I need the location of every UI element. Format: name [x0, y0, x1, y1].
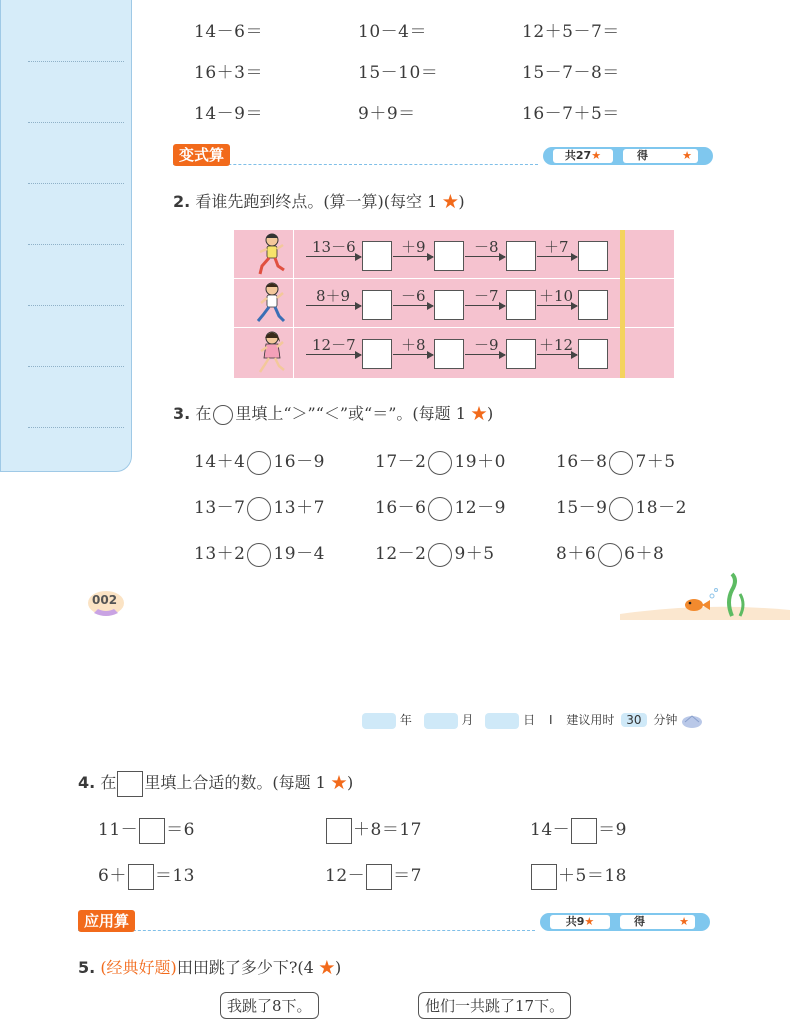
- question-text: 田田跳了多少下?(4: [176, 958, 314, 977]
- star-icon: ★: [682, 149, 692, 162]
- equation[interactable]: 12＋5－7＝: [522, 22, 620, 42]
- race-row: [234, 230, 674, 279]
- compare-circle[interactable]: [428, 451, 452, 475]
- operation-label: ＋9: [401, 238, 426, 256]
- answer-box[interactable]: [139, 818, 165, 844]
- expression-part: ＝9: [598, 820, 627, 840]
- day-label: 日: [523, 713, 536, 727]
- right-expression: 16－9: [273, 452, 325, 472]
- month-label: 月: [461, 713, 474, 727]
- arrow-icon: [393, 305, 433, 306]
- equation[interactable]: 14－6＝: [194, 22, 263, 42]
- minutes-unit: 分钟: [653, 713, 678, 727]
- left-expression: 16－6: [375, 498, 427, 518]
- answer-box[interactable]: [506, 290, 536, 320]
- note-line: [28, 305, 124, 306]
- question-number: 2.: [173, 192, 191, 211]
- race-row: [234, 279, 674, 328]
- comparison-item: [375, 539, 495, 567]
- arrow-icon: [537, 305, 577, 306]
- fill-in-item: [530, 815, 627, 844]
- right-expression: 13＋7: [273, 498, 325, 518]
- shell-icon: [681, 714, 703, 728]
- arrow-icon: [465, 256, 505, 257]
- compare-circle[interactable]: [428, 543, 452, 567]
- right-expression: 6＋8: [624, 544, 665, 564]
- star-icon: ★: [591, 149, 602, 162]
- suggested-time-label: 建议用时: [566, 713, 615, 727]
- operation-label: －8: [474, 238, 499, 256]
- comparison-item: [194, 539, 325, 567]
- runner-girl-icon: [234, 328, 294, 378]
- star-icon: ★: [330, 773, 347, 792]
- expression-part: ＝6: [166, 820, 195, 840]
- answer-box[interactable]: [506, 339, 536, 369]
- year-input[interactable]: [362, 713, 396, 729]
- operation-label: ＋7: [544, 238, 569, 256]
- operation-label: ＋8: [401, 336, 426, 354]
- finish-line: [620, 230, 625, 378]
- start-expression: 8＋9: [316, 287, 351, 305]
- question-text: 里填上合适的数。(每题 1: [144, 773, 326, 792]
- section-header-application: [78, 910, 710, 932]
- answer-box[interactable]: [362, 290, 392, 320]
- earned-score-label: 得: [637, 149, 648, 162]
- question-number: 5.: [78, 958, 96, 977]
- runner-boy-icon: [234, 230, 294, 278]
- arrow-icon: [306, 354, 361, 355]
- month-input[interactable]: [424, 713, 458, 729]
- expression-part: ＋8＝17: [353, 820, 422, 840]
- equation[interactable]: 15－10＝: [358, 63, 439, 83]
- note-line: [28, 244, 124, 245]
- notes-sidebar: [0, 0, 132, 472]
- answer-box[interactable]: [434, 241, 464, 271]
- arrow-icon: [393, 354, 433, 355]
- left-expression: 15－9: [556, 498, 608, 518]
- sea-decoration: [620, 572, 790, 620]
- total-score: [550, 915, 610, 929]
- earned-score[interactable]: [620, 915, 695, 929]
- total-score-label: 共27: [564, 149, 592, 162]
- right-expression: 19－4: [273, 544, 325, 564]
- question-number: 4.: [78, 773, 96, 792]
- arrow-icon: [393, 256, 433, 257]
- answer-box[interactable]: [506, 241, 536, 271]
- equation[interactable]: 16＋3＝: [194, 63, 263, 83]
- score-pill: [543, 147, 713, 165]
- answer-box[interactable]: [434, 290, 464, 320]
- date-bar: [362, 711, 703, 729]
- answer-box[interactable]: [571, 818, 597, 844]
- answer-box[interactable]: [434, 339, 464, 369]
- note-line: [28, 183, 124, 184]
- expression-part: 12－: [325, 866, 366, 886]
- answer-box[interactable]: [362, 339, 392, 369]
- left-expression: 12－2: [375, 544, 427, 564]
- circle-icon: [213, 405, 233, 425]
- start-expression: 13－6: [312, 238, 356, 256]
- answer-box[interactable]: [578, 241, 608, 271]
- question-text: 在: [195, 404, 212, 423]
- page-number-badge: [86, 589, 126, 619]
- arrow-icon: [306, 305, 361, 306]
- equation[interactable]: 10－4＝: [358, 22, 427, 42]
- start-expression: 12－7: [312, 336, 356, 354]
- race-row: [234, 328, 674, 378]
- arrow-icon: [465, 305, 505, 306]
- question-text: 里填上“＞”“＜”或“＝”。(每题 1: [235, 404, 466, 423]
- question-3-title: [173, 401, 493, 425]
- left-expression: 13＋2: [194, 544, 246, 564]
- compare-circle[interactable]: [247, 497, 271, 521]
- expression-part: 6＋: [98, 866, 127, 886]
- operation-label: ＋10: [539, 287, 574, 305]
- answer-box[interactable]: [362, 241, 392, 271]
- question-close: ): [458, 192, 465, 211]
- separator: I: [549, 713, 553, 727]
- right-expression: 12－9: [454, 498, 506, 518]
- classic-tag: (经典好题): [100, 958, 177, 977]
- note-line: [28, 61, 124, 62]
- page-number: 002: [92, 593, 118, 607]
- runner-boy-icon: [234, 279, 294, 327]
- answer-box[interactable]: [326, 818, 352, 844]
- comparison-item: [375, 447, 506, 475]
- earned-score-label: 得: [634, 915, 645, 928]
- comparison-item: [375, 493, 506, 521]
- race-board: [234, 230, 674, 378]
- comparison-item: [194, 493, 325, 521]
- expression-part: 14－: [530, 820, 571, 840]
- star-icon: ★: [442, 192, 459, 211]
- section-tag: 变式算: [173, 144, 230, 166]
- section-divider: [78, 930, 535, 931]
- note-line: [28, 366, 124, 367]
- question-close: ): [334, 958, 342, 977]
- section-header-variation: [173, 144, 713, 166]
- fill-in-item: [325, 861, 422, 890]
- equation[interactable]: 9＋9＝: [358, 104, 416, 124]
- compare-circle[interactable]: [247, 451, 271, 475]
- year-label: 年: [399, 713, 412, 727]
- square-icon: [117, 771, 143, 797]
- left-expression: 14＋4: [194, 452, 246, 472]
- compare-circle[interactable]: [428, 497, 452, 521]
- compare-circle[interactable]: [598, 543, 622, 567]
- suggested-minutes: 30: [621, 713, 646, 727]
- question-2-title: [173, 189, 465, 212]
- equation[interactable]: 14－9＝: [194, 104, 263, 124]
- expression-part: ＝13: [154, 866, 195, 886]
- right-expression: 19＋0: [454, 452, 506, 472]
- operation-label: －7: [474, 287, 499, 305]
- arrow-icon: [537, 256, 577, 257]
- star-icon: ★: [584, 915, 595, 928]
- star-icon: ★: [679, 915, 689, 928]
- day-input[interactable]: [485, 713, 519, 729]
- question-4-title: [78, 770, 353, 797]
- section-tag: 应用算: [78, 910, 135, 932]
- question-text: 在: [100, 773, 117, 792]
- right-expression: 7＋5: [635, 452, 676, 472]
- question-text: 看谁先跑到终点。(算一算)(每空 1: [195, 192, 438, 211]
- question-close: ): [346, 773, 354, 792]
- answer-box[interactable]: [128, 864, 154, 890]
- left-expression: 8＋6: [556, 544, 597, 564]
- compare-circle[interactable]: [609, 451, 633, 475]
- question-number: 3.: [173, 404, 191, 423]
- right-expression: 18－2: [635, 498, 687, 518]
- left-expression: 17－2: [375, 452, 427, 472]
- comparison-item: [194, 447, 325, 475]
- left-expression: 16－8: [556, 452, 608, 472]
- question-5-title: [78, 955, 341, 978]
- answer-box[interactable]: [578, 339, 608, 369]
- speech-bubble: 他们一共跳了17下。: [418, 992, 571, 1019]
- compare-circle[interactable]: [609, 497, 633, 521]
- speech-bubble: 我跳了8下。: [220, 992, 319, 1019]
- total-score: [553, 149, 613, 163]
- question-close: ): [487, 404, 494, 423]
- left-expression: 13－7: [194, 498, 246, 518]
- equation[interactable]: 16－7＋5＝: [522, 104, 620, 124]
- answer-box[interactable]: [578, 290, 608, 320]
- earned-score[interactable]: [623, 149, 698, 163]
- right-expression: 9＋5: [454, 544, 495, 564]
- star-icon: ★: [471, 404, 488, 423]
- expression-part: ＋5＝18: [558, 866, 627, 886]
- score-pill: [540, 913, 710, 931]
- operation-label: －9: [474, 336, 499, 354]
- fill-in-item: [530, 861, 627, 890]
- equation[interactable]: 15－7－8＝: [522, 63, 620, 83]
- answer-box[interactable]: [366, 864, 392, 890]
- fill-in-item: [325, 815, 422, 844]
- arrow-icon: [465, 354, 505, 355]
- operation-label: ＋12: [539, 336, 574, 354]
- arrow-icon: [306, 256, 361, 257]
- compare-circle[interactable]: [247, 543, 271, 567]
- expression-part: ＝7: [393, 866, 422, 886]
- note-line: [28, 427, 124, 428]
- comparison-item: [556, 493, 687, 521]
- expression-part: 11－: [98, 820, 139, 840]
- answer-box[interactable]: [531, 864, 557, 890]
- comparison-item: [556, 447, 676, 475]
- comparison-item: [556, 539, 664, 567]
- arrow-icon: [537, 354, 577, 355]
- operation-label: －6: [401, 287, 426, 305]
- total-score-label: 共9: [565, 915, 585, 928]
- fill-in-item: [98, 815, 195, 844]
- note-line: [28, 122, 124, 123]
- star-icon: ★: [318, 958, 335, 977]
- fill-in-item: [98, 861, 195, 890]
